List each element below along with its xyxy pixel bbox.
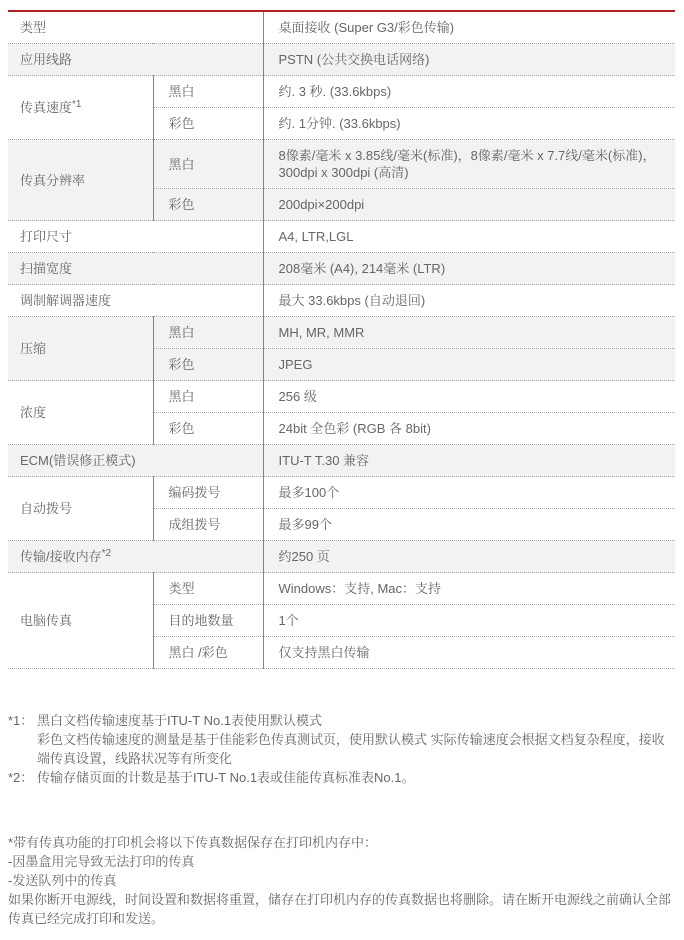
spec-value-type: 桌面接收 (Super G3/彩色传输) [263, 11, 675, 44]
spec-label-memory [8, 541, 263, 573]
spec-value-fax-resolution-bw: 8像素/毫米 x 3.85线/毫米(标准)，8像素/毫米 x 7.7线/毫米(标准)，300dpi x 300dpi (高清) [263, 140, 675, 189]
spec-value-fax-speed-bw: 约. 3 秒. (33.6kbps) [263, 76, 675, 108]
spec-label-line: 应用线路 [8, 44, 263, 76]
spec-sublabel-pc-fax-destinations: 目的地数量 [153, 605, 263, 637]
memo-line-2: -因墨盒用完导致无法打印的传真 [8, 854, 195, 869]
spec-label-density: 浓度 [8, 381, 153, 445]
spec-value-compression-color: JPEG [263, 349, 675, 381]
spec-value-memory: 约250 页 [263, 541, 675, 573]
spec-row-memory [8, 541, 675, 573]
footnote-2-text: 传输存储页面的计数是基于ITU-T No.1表或佳能传真标准表No.1。 [37, 770, 415, 785]
spec-row-modem-speed [8, 285, 675, 317]
spec-row-pc-fax-type [8, 573, 675, 605]
spec-row-fax-speed-bw [8, 76, 675, 108]
spec-value-density-color: 24bit 全色彩 (RGB 各 8bit) [263, 413, 675, 445]
spec-value-compression-bw: MH, MR, MMR [263, 317, 675, 349]
spec-sublabel-fax-speed-color: 彩色 [153, 108, 263, 140]
spec-label-auto-dial: 自动拨号 [8, 477, 153, 541]
spec-sublabel-auto-dial-coded: 编码拨号 [153, 477, 263, 509]
spec-label-type: 类型 [8, 11, 263, 44]
memo-line-3: -发送队列中的传真 [8, 873, 117, 888]
spec-sublabel-density-bw: 黑白 [153, 381, 263, 413]
spec-label-modem-speed: 调制解调器速度 [8, 285, 263, 317]
spec-label-fax-speed [8, 76, 153, 140]
spec-sublabel-fax-resolution-bw: 黑白 [153, 140, 263, 189]
spec-row-print-size [8, 221, 675, 253]
spec-label-ecm: ECM(错误修正模式) [8, 445, 263, 477]
spec-sublabel-compression-color: 彩色 [153, 349, 263, 381]
memory-label-text: 传输/接收内存 [20, 549, 102, 564]
spec-sublabel-fax-speed-bw: 黑白 [153, 76, 263, 108]
footnote-ref-1: *1 [72, 99, 82, 110]
spec-row-line [8, 44, 675, 76]
spec-label-fax-resolution: 传真分辨率 [8, 140, 153, 221]
memo-line-1: *带有传真功能的打印机会将以下传真数据保存在打印机内存中： [8, 835, 378, 850]
footnote-ref-2: *2 [101, 548, 112, 559]
footnote-1-line2: 彩色文档传输速度的测量是基于佳能彩色传真测试页，使用默认模式 实际传输速度会根据文档复杂程度，接收端传真设置，线路状况等有所变化 [37, 732, 665, 766]
spec-label-compression: 压缩 [8, 317, 153, 381]
spec-value-line: PSTN (公共交换电话网络) [263, 44, 675, 76]
spec-sublabel-pc-fax-type: 类型 [153, 573, 263, 605]
spec-value-pc-fax-destinations: 1个 [263, 605, 675, 637]
spec-value-pc-fax-type: Windows：支持, Mac：支持 [263, 573, 675, 605]
footnote-1 [8, 711, 675, 768]
spec-value-fax-resolution-color: 200dpi×200dpi [263, 189, 675, 221]
spec-value-pc-fax-bwcolor: 仅支持黑白传输 [263, 637, 675, 669]
spec-sublabel-compression-bw: 黑白 [153, 317, 263, 349]
spec-sublabel-auto-dial-group: 成组拨号 [153, 509, 263, 541]
spec-value-ecm: ITU-T T.30 兼容 [263, 445, 675, 477]
spec-value-fax-speed-color: 约. 1分钟. (33.6kbps) [263, 108, 675, 140]
spec-sublabel-pc-fax-bwcolor: 黑白 /彩色 [153, 637, 263, 669]
spec-label-scan-width: 扫描宽度 [8, 253, 263, 285]
spec-sublabel-fax-resolution-color: 彩色 [153, 189, 263, 221]
memo-line-4: 如果你断开电源线，时间设置和数据将重置，储存在打印机内存的传真数据也将删除。请在断开电源线之前确认全部传真已经完成打印和发送。 [8, 892, 672, 926]
footnote-2 [8, 768, 675, 787]
spec-value-modem-speed: 最大 33.6kbps (自动退回) [263, 285, 675, 317]
footnote-1-marker: *1： [8, 713, 34, 728]
spec-value-auto-dial-group: 最多99个 [263, 509, 675, 541]
spec-row-density-bw [8, 381, 675, 413]
spec-row-scan-width [8, 253, 675, 285]
spec-value-scan-width: 208毫米 (A4), 214毫米 (LTR) [263, 253, 675, 285]
footnote-2-marker: *2： [8, 770, 34, 785]
spec-value-print-size: A4, LTR,LGL [263, 221, 675, 253]
spec-row-type [8, 11, 675, 44]
spec-label-pc-fax: 电脑传真 [8, 573, 153, 669]
spec-row-ecm [8, 445, 675, 477]
fax-speed-label-text: 传真速度 [20, 100, 73, 115]
fax-spec-table [8, 10, 675, 669]
spec-sublabel-density-color: 彩色 [153, 413, 263, 445]
footnote-1-line1: 黑白文档传输速度基于ITU-T No.1表使用默认模式 [37, 713, 323, 728]
spec-value-auto-dial-coded: 最多100个 [263, 477, 675, 509]
footnotes [8, 711, 675, 787]
spec-row-auto-dial-coded [8, 477, 675, 509]
spec-row-compression-bw [8, 317, 675, 349]
spec-label-print-size: 打印尺寸 [8, 221, 263, 253]
spec-value-density-bw: 256 级 [263, 381, 675, 413]
spec-row-fax-resolution-bw [8, 140, 675, 189]
fax-memory-note [8, 833, 675, 928]
